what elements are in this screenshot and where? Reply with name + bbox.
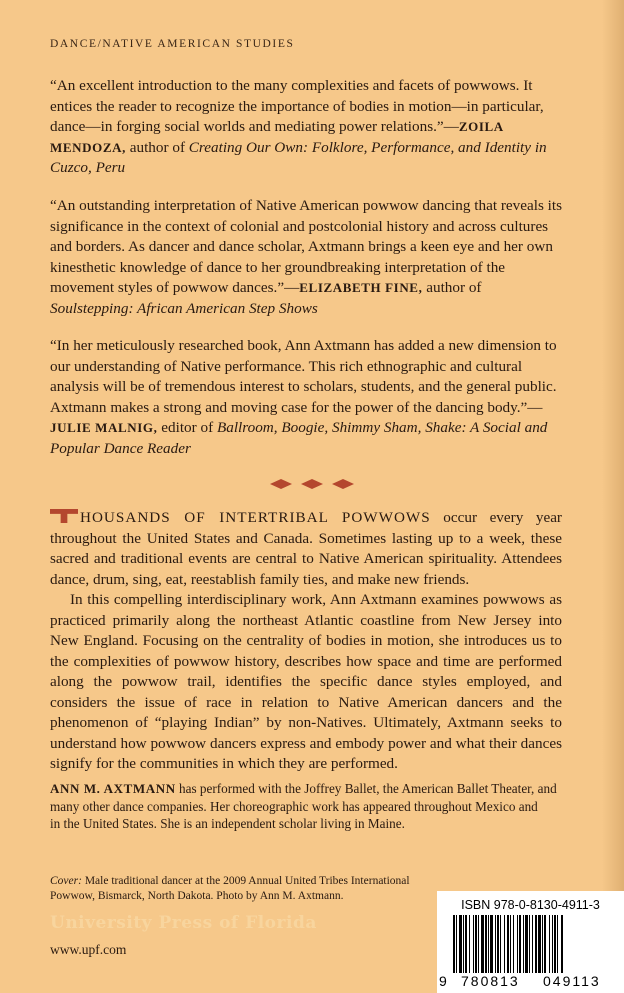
barcode-bar [557, 915, 558, 973]
barcode-bar [497, 915, 499, 973]
barcode-bar [519, 915, 521, 973]
barcode-digit-group-2: 049113 [543, 973, 601, 989]
barcode-bar [544, 915, 546, 973]
review-blurb-2 [50, 196, 562, 319]
barcode-bar [465, 915, 467, 973]
barcode-bar [561, 915, 563, 973]
description-paragraph-2: In this compelling interdisciplinary work, Ann Axtmann examines powwows as practiced primarily along the northeast Atlantic coastline from New Jersey into New England. Focusing on the centrality of bodies in motion, she introduces us to the complexities of powwow history, describes how space and time are performed along the powwow trail, identifies the specific dance styles employed, and considers the issue of race in relation to Native American dancers and the phenomenon of “playing Indian” by non-Natives. Ultimately, Axtmann seeks to understand how powwow dancers express and embody power and what their dances signify for the communities in which they are performed. [50, 591, 562, 772]
barcode-bar [488, 915, 489, 973]
barcode-bar [490, 915, 493, 973]
reviewer-role: author of [422, 279, 482, 296]
book-description [50, 508, 562, 775]
barcode-bar [453, 915, 455, 973]
publisher-url: www.upf.com [50, 942, 127, 957]
barcode-bar [473, 915, 474, 973]
ornament-diamond-icon [332, 479, 354, 489]
barcode-bar [535, 915, 537, 973]
author-bio [50, 780, 562, 833]
barcode-bar [554, 915, 556, 973]
barcode-bar [538, 915, 541, 973]
ornament-diamond-icon [270, 479, 292, 489]
drop-cap-t-icon [50, 509, 78, 523]
barcode-bar [529, 915, 530, 973]
barcode-bar [478, 915, 479, 973]
author-bio-text: has performed with the Joffrey Ballet, the American Ballet Theater, and many other dance companies. Her choreographic work has appeared throughout Mexico and [50, 781, 557, 814]
barcode-bar [552, 915, 553, 973]
barcode-digits [437, 973, 624, 991]
isbn-label: ISBN 978-0-8130-4911-3 [461, 898, 600, 912]
author-bio-text-2: in the United States. She is an independent scholar living in Maine. [50, 816, 405, 831]
barcode-bar [504, 915, 505, 973]
reviewer-role: editor of [157, 419, 217, 436]
description-paragraph-1 [50, 508, 562, 590]
barcode-digit-prefix: 9 [439, 973, 447, 989]
barcode-bar [475, 915, 477, 973]
barcode-bar [459, 915, 462, 973]
reviewer-work: Soulstepping: African American Step Shows [50, 299, 318, 317]
barcode-bar [469, 915, 470, 973]
cover-credit-label: Cover: [50, 875, 82, 887]
barcode-bar [510, 915, 511, 973]
barcode-bar [542, 915, 543, 973]
blurb-quote: “An excellent introduction to the many complexities and facets of powwows. It entices the reader to recognize the importance of bodies in motion—in particular, dance—in forging social worlds and mediating power relations.”— [50, 77, 544, 135]
barcode-bar [523, 915, 524, 973]
barcode-bar [481, 915, 484, 973]
barcode-block [437, 891, 624, 993]
publisher-logo: University Press of Florida [50, 913, 317, 933]
barcode-bar [517, 915, 518, 973]
reviewer-name: JULIE MALNIG, [50, 420, 158, 435]
cover-credit [50, 874, 440, 904]
ornament-diamond-icon [301, 479, 323, 489]
section-ornament [270, 476, 354, 492]
category-label: DANCE/NATIVE AMERICAN STUDIES [50, 38, 295, 50]
barcode-bar [463, 915, 464, 973]
reviewer-role: author of [125, 138, 189, 156]
barcode-icon [449, 915, 615, 973]
reviewer-name: ELIZABETH FINE, [299, 280, 423, 295]
description-text: occur every year throughout the United States and Canada. Sometimes lasting up to a week, these sacred and traditional events are central to Native American spirituality. Attendees dance, drum, sing, eat, reestablish family ties, and make new friends. [50, 509, 562, 588]
description-lead: HOUSANDS OF INTERTRIBAL POWWOWS [80, 509, 431, 526]
cover-credit-text: Male traditional dancer at the 2009 Annual United Tribes International Powwow, Bismarck, North Dakota. Photo by Ann M. Axtmann. [50, 875, 410, 902]
barcode-bar [500, 915, 501, 973]
barcode-digit-group-1: 780813 [461, 973, 520, 989]
barcode-bar [525, 915, 528, 973]
spine-shadow [602, 0, 624, 993]
barcode-bar [456, 915, 457, 973]
barcode-bar [485, 915, 487, 973]
reviewer-work: Ballroom, Boogie, Shimmy Sham, Shake: A Social and Popular Dance Reader [50, 419, 548, 457]
review-blurb-1 [50, 76, 562, 179]
review-blurb-3 [50, 336, 562, 459]
blurb-quote: “In her meticulously researched book, Ann Axtmann has added a new dimension to our understanding of Native performance. This rich ethnographic and cultural analysis will be of tremendous interest to scholars, students, and the general public. Axtmann makes a strong and moving case for the power of the dancing body.”— [50, 337, 557, 416]
barcode-bar [495, 915, 496, 973]
barcode-bar [513, 915, 514, 973]
barcode-bar [507, 915, 509, 973]
blurb-quote: “An outstanding interpretation of Native American powwow dancing that reveals its significance in the context of colonial and postcolonial history and across cultures and borders. As dancer and dance scholar, Axtmann brings a keen eye and her own kinesthetic knowledge of dance to her groundbreaking interpretation of the movement styles of powwow dances.”— [50, 197, 563, 296]
barcode-bar [532, 915, 533, 973]
author-name: ANN M. AXTMANN [50, 781, 176, 796]
reviewer-name: ZOILA MENDOZA, [50, 119, 504, 155]
reviewer-work: Creating Our Own: Folklore, Performance, and Identity in Cuzco, Peru [50, 138, 547, 176]
barcode-bar [549, 915, 550, 973]
